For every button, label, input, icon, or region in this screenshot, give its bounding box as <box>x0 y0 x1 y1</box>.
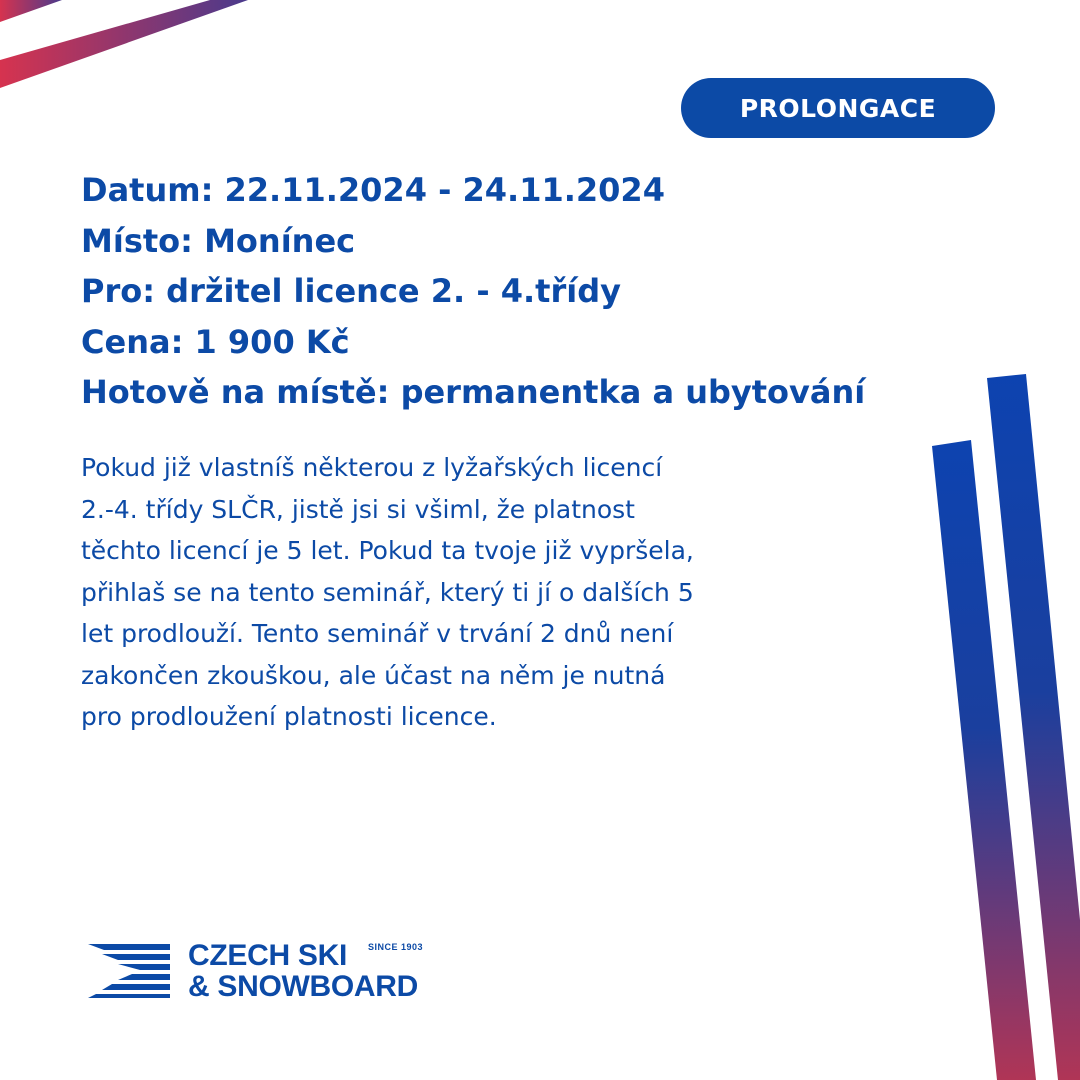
logo-line-2: & SNOWBOARD <box>188 970 419 1003</box>
description-line: přihlaš se na tento seminář, který ti jí o dalších 5 <box>81 577 694 607</box>
event-place: Místo: Monínec <box>81 221 356 260</box>
description-line: pro prodloužení platnosti licence. <box>81 702 497 731</box>
event-on-site-payment: Hotově na místě: permanentka a ubytování <box>81 373 866 411</box>
event-description <box>81 447 881 738</box>
description-line: Pokud již vlastníš některou z lyžařských licencí <box>81 453 663 482</box>
description-line: těchto licencí je 5 let. Pokud ta tvoje již vypršela, <box>81 536 694 565</box>
event-price: Cena: 1 900 Kč <box>81 322 350 361</box>
event-audience: Pro: držitel licence 2. - 4.třídy <box>81 272 621 310</box>
logo-line-1: CZECH SKI <box>188 939 347 972</box>
top-stripe-2 <box>0 0 248 88</box>
event-date: Datum: 22.11.2024 - 24.11.2024 <box>81 171 665 209</box>
description-line: zakončen zkouškou, ale účast na něm je nutná <box>81 660 666 690</box>
top-stripe-1 <box>0 0 62 22</box>
description-line: let prodlouží. Tento seminář v trvání 2 dnů není <box>81 619 674 648</box>
event-details <box>81 165 961 418</box>
czech-ski-logo-icon <box>88 944 178 1000</box>
prolongace-badge: PROLONGACE <box>681 78 995 138</box>
logo-since: SINCE 1903 <box>368 942 424 952</box>
description-line: 2.-4. třídy SLČR, jistě jsi si všiml, že platnost <box>81 494 635 524</box>
